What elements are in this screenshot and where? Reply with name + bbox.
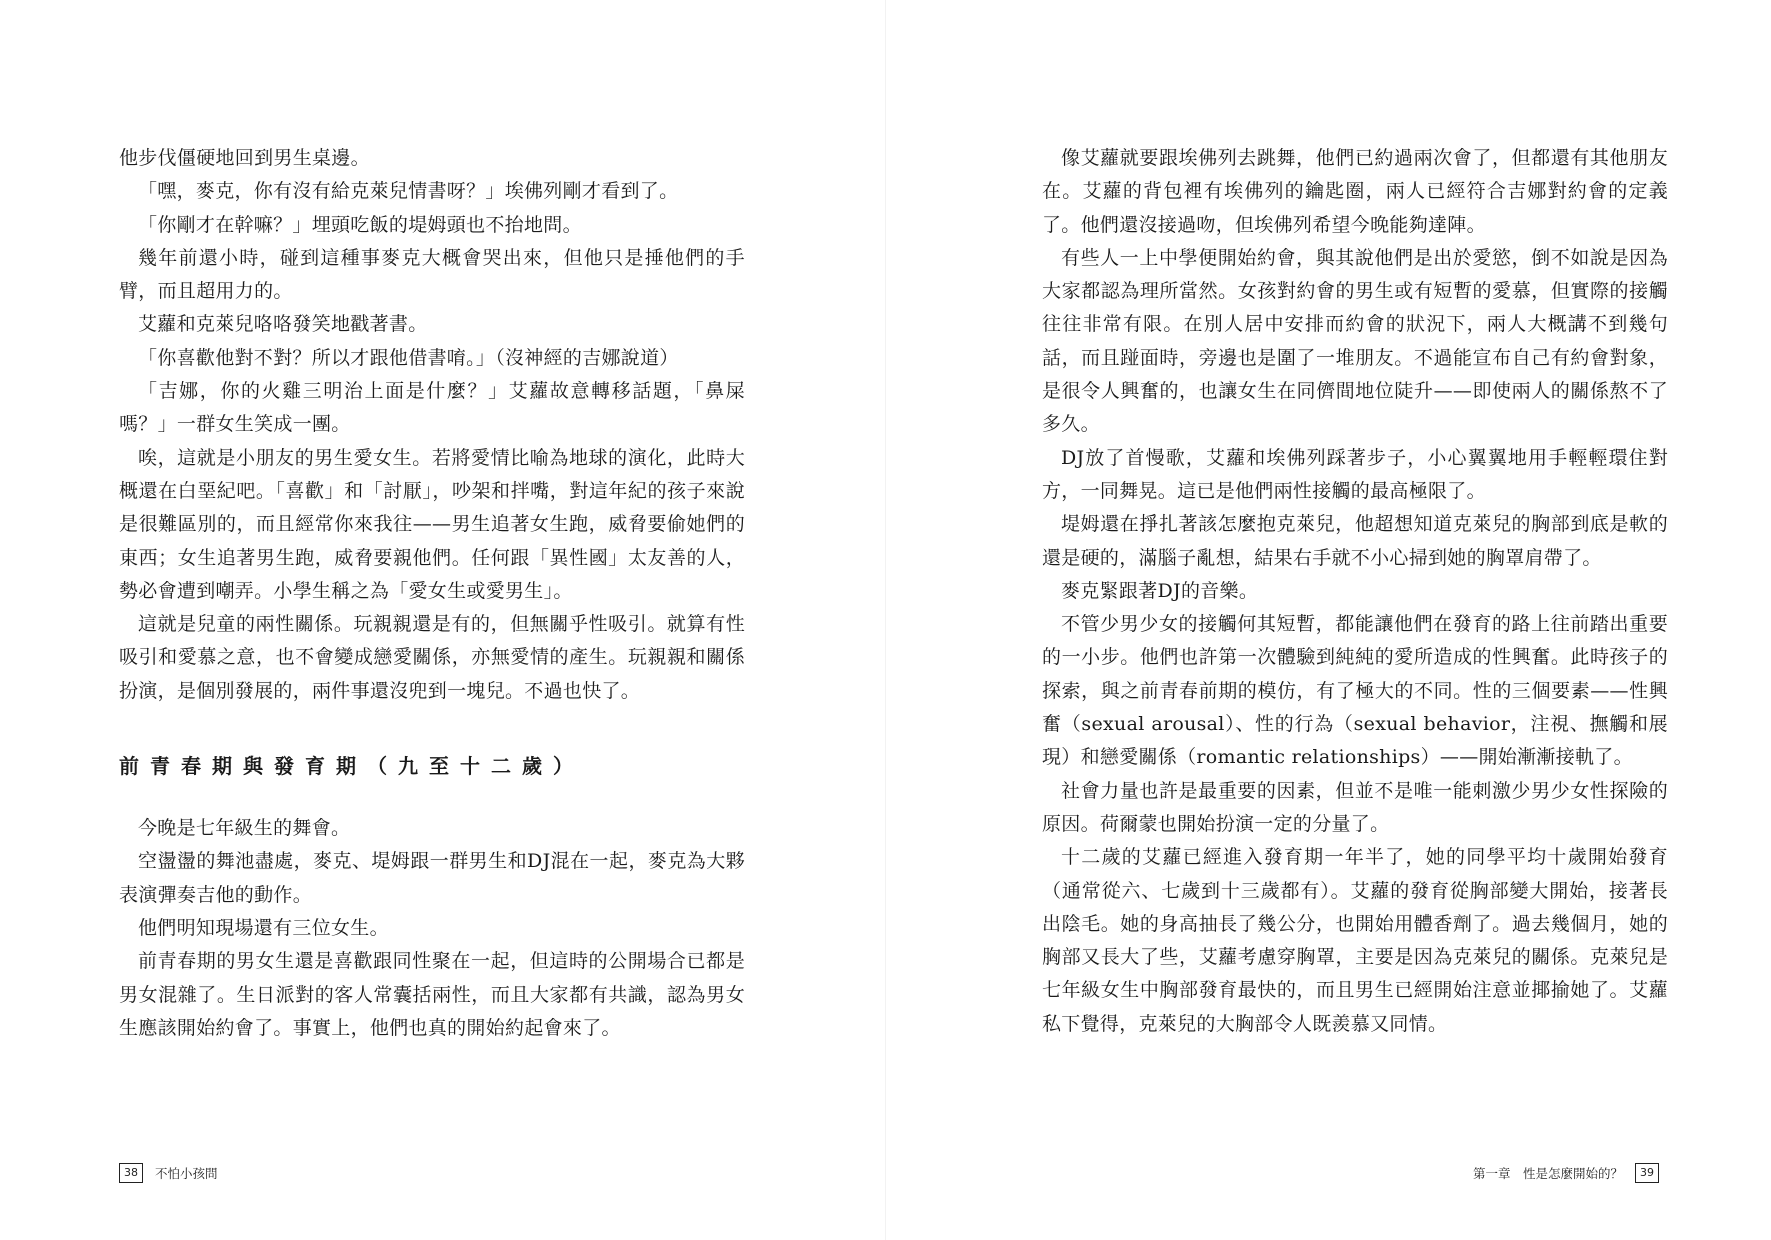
page-number: 39 xyxy=(1635,1163,1659,1183)
left-text-column xyxy=(119,142,745,1045)
paragraph: 這就是兒童的兩性關係。玩親親還是有的，但無關乎性吸引。就算有性吸引和愛慕之意，也不會變成戀愛關係，亦無愛情的產生。玩親親和關係扮演，是個別發展的，兩件事還沒兜到一塊兒。不過也快了。 xyxy=(119,613,745,702)
right-text-column xyxy=(1042,142,1668,1041)
paragraph: 十二歲的艾蘿已經進入發育期一年半了，她的同學平均十歲開始發育（通常從六、七歲到十三歲都有）。艾蘿的發育從胸部變大開始，接著長出陰毛。她的身高抽長了幾公分，也開始用體香劑了。過去幾個月，她的胸部又長大了些，艾蘿考慮穿胸罩，主要是因為克萊兒的關係。克萊兒是七年級女生中胸部發育最快的，而且男生已經開始注意並揶揄她了。艾蘿私下覺得，克萊兒的大胸部令人既羨慕又同情。 xyxy=(1042,846,1668,1035)
paragraph: 前青春期的男女生還是喜歡跟同性聚在一起，但這時的公開場合已都是男女混雜了。生日派對的客人常囊括兩性，而且大家都有共識，認為男女生應該開始約會了。事實上，他們也真的開始約起會來了。 xyxy=(119,950,745,1039)
book-title: 不怕小孩問 xyxy=(155,1166,218,1181)
paragraph: 麥克緊跟著DJ的音樂。 xyxy=(1061,579,1259,602)
paragraph: 有些人一上中學便開始約會，與其說他們是出於愛慾，倒不如說是因為大家都認為理所當然。女孩對約會的男生或有短暫的愛慕，但實際的接觸往往非常有限。在別人居中安排而約會的狀況下，兩人大概講不到幾句話，而且踫面時，旁邊也是圍了一堆朋友。不過能宣布自己有約會對象，是很令人興奮的，也讓女生在同儕間地位陡升——即使兩人的關係熬不了多久。 xyxy=(1042,246,1668,436)
chapter-title: 第一章 性是怎麼開始的？ xyxy=(1472,1166,1623,1181)
paragraph: 他步伐僵硬地回到男生桌邊。 xyxy=(119,147,370,169)
left-page xyxy=(0,0,885,1240)
paragraph: 堤姆還在掙扎著該怎麼抱克萊兒，他超想知道克萊兒的胸部到底是軟的還是硬的，滿腦子亂想，結果右手就不小心掃到她的胸罩肩帶了。 xyxy=(1042,513,1668,569)
paragraph: 空盪盪的舞池盡處，麥克、堤姆跟一群男生和DJ混在一起，麥克為大夥表演彈奏吉他的動作。 xyxy=(119,850,745,906)
paragraph: 艾蘿和克萊兒咯咯發笑地戳著書。 xyxy=(138,313,428,336)
paragraph: 今晚是七年級生的舞會。 xyxy=(138,817,351,840)
paragraph: 像艾蘿就要跟埃佛列去跳舞，他們已約過兩次會了，但都還有其他朋友在。艾蘿的背包裡有埃佛列的鑰匙圈，兩人已經符合吉娜對約會的定義了。他們還沒接過吻，但埃佛列希望今晚能夠達陣。 xyxy=(1042,147,1668,236)
section-heading: 前青春期與發育期（九至十二歲） xyxy=(119,754,584,779)
left-footer xyxy=(119,1163,218,1183)
paragraph: 「嘿，麥克，你有沒有給克萊兒情書呀？」埃佛列剛才看到了。 xyxy=(138,180,679,203)
page-number: 38 xyxy=(119,1163,143,1183)
paragraph: 唉，這就是小朋友的男生愛女生。若將愛情比喻為地球的演化，此時大概還在白堊紀吧。「喜歡」和「討厭」，吵架和拌嘴，對這年紀的孩子來說是很難區別的，而且經常你來我往——男生追著女生跑，威脅要偷她們的東西；女生追著男生跑，威脅要親他們。任何跟「異性國」太友善的人，勢必會遭到嘲弄。小學生稱之為「愛女生或愛男生」。 xyxy=(119,446,745,602)
paragraph: 他們明知現場還有三位女生。 xyxy=(138,916,389,939)
paragraph: 「你喜歡他對不對？所以才跟他借書唷。」（沒神經的吉娜說道） xyxy=(138,346,679,369)
paragraph: 社會力量也許是最重要的因素，但並不是唯一能刺激少男少女性探險的原因。荷爾蒙也開始扮演一定的分量了。 xyxy=(1042,779,1668,835)
right-page xyxy=(886,0,1771,1240)
paragraph: 「你剛才在幹嘛？」埋頭吃飯的堤姆頭也不抬地問。 xyxy=(138,213,582,236)
paragraph: 「吉娜，你的火雞三明治上面是什麼？」艾蘿故意轉移話題，「鼻屎嗎？」一群女生笑成一團。 xyxy=(119,380,745,436)
right-footer xyxy=(1473,1163,1659,1183)
paragraph: 不管少男少女的接觸何其短暫，都能讓他們在發育的路上往前踏出重要的一小步。他們也許第一次體驗到純純的愛所造成的性興奮。此時孩子的探索，與之前青春前期的模仿，有了極大的不同。性的三個要素——性興奮（sexual arousal）、性的行為（sexual behavior，注視、撫觸和展現）和戀愛關係（romantic relationships）——開始漸漸接軌了。 xyxy=(1042,613,1668,769)
paragraph: DJ放了首慢歌，艾蘿和埃佛列踩著步子，小心翼翼地用手輕輕環住對方，一同舞晃。這已是他們兩性接觸的最高極限了。 xyxy=(1042,446,1668,502)
paragraph: 幾年前還小時，碰到這種事麥克大概會哭出來，但他只是捶他們的手臂，而且超用力的。 xyxy=(119,246,745,303)
